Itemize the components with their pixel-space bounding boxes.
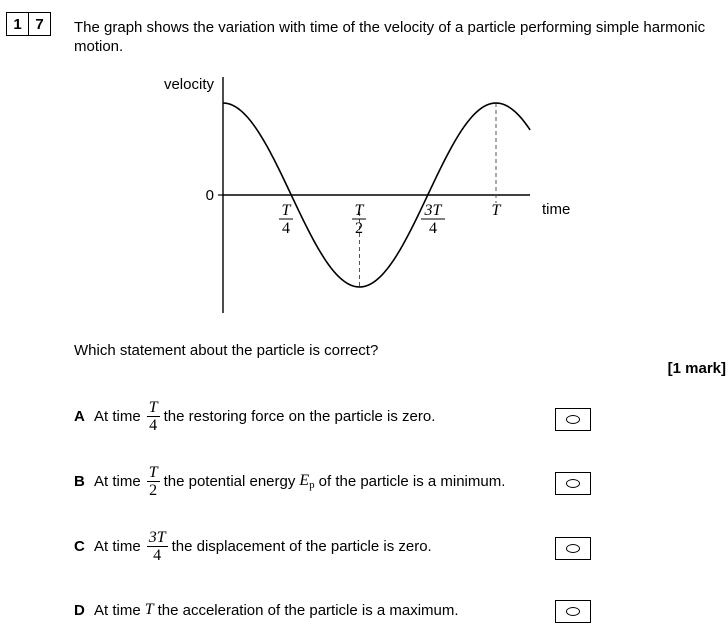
fraction-numerator: T (148, 399, 158, 416)
option-letter: D (74, 601, 85, 619)
fraction (147, 464, 160, 499)
symbol-subscript: p (309, 479, 315, 491)
answer-box-b[interactable] (555, 472, 591, 495)
answer-oval (566, 607, 580, 616)
symbol-e: E (299, 472, 310, 489)
question-number-digit: 1 (13, 15, 22, 33)
fraction-numerator: T (148, 464, 158, 481)
option-a (74, 399, 435, 434)
option-b (74, 464, 505, 499)
fraction (147, 399, 160, 434)
option-text-pre: At time (94, 601, 141, 619)
tick-num: T (354, 202, 364, 219)
energy-symbol (299, 472, 314, 491)
velocity-time-graph (150, 70, 590, 320)
question-number-box (6, 12, 51, 36)
tick-num: T (491, 202, 501, 219)
fraction-denominator: 4 (149, 417, 158, 434)
answer-box-d[interactable] (555, 600, 591, 623)
tick-num: 3T (424, 202, 442, 219)
answer-oval (566, 544, 580, 553)
option-text-post: the restoring force on the particle is zero. (163, 408, 436, 425)
tick-label-3t4 (421, 202, 445, 237)
answer-oval (566, 415, 580, 424)
tick-den: 4 (429, 220, 437, 237)
tick-den: 4 (282, 220, 290, 237)
tick-label-t (492, 202, 502, 219)
tick-den: 2 (355, 220, 363, 237)
option-letter: C (74, 538, 85, 555)
x-axis-label: time (542, 201, 571, 218)
tick-num: T (281, 202, 291, 219)
symbol-t: T (144, 601, 154, 618)
answer-box-a[interactable] (555, 408, 591, 431)
question-prompt: Which statement about the particle is correct? (74, 342, 379, 359)
option-text-pre: At time (94, 408, 141, 425)
tick-label-t2 (352, 202, 366, 237)
answer-oval (566, 479, 580, 488)
question-stem: The graph shows the variation with time of the velocity of a particle performing simple harmonic motion. (74, 19, 706, 55)
option-letter: B (74, 473, 85, 490)
option-text-post: the displacement of the particle is zero. (171, 538, 432, 555)
origin-label: 0 (205, 187, 214, 204)
y-axis-label: velocity (163, 76, 214, 93)
question-number-digit: 7 (28, 13, 50, 35)
fraction (147, 529, 168, 564)
option-d (74, 601, 459, 619)
fraction-denominator: 4 (153, 547, 162, 564)
option-text-post: the acceleration of the particle is a maximum. (157, 601, 459, 619)
option-text-pre: At time (94, 538, 141, 555)
fraction-denominator: 2 (149, 482, 158, 499)
option-c (74, 529, 432, 564)
option-letter: A (74, 408, 85, 425)
fraction-numerator: 3T (148, 529, 166, 546)
marks-label: [1 mark] (667, 360, 726, 377)
answer-box-c[interactable] (555, 537, 591, 560)
option-text-post-a: the potential energy (163, 473, 296, 490)
tick-label-t4 (279, 202, 293, 237)
option-text-post-b: of the particle is a minimum. (318, 473, 506, 490)
option-text-pre: At time (94, 473, 141, 490)
